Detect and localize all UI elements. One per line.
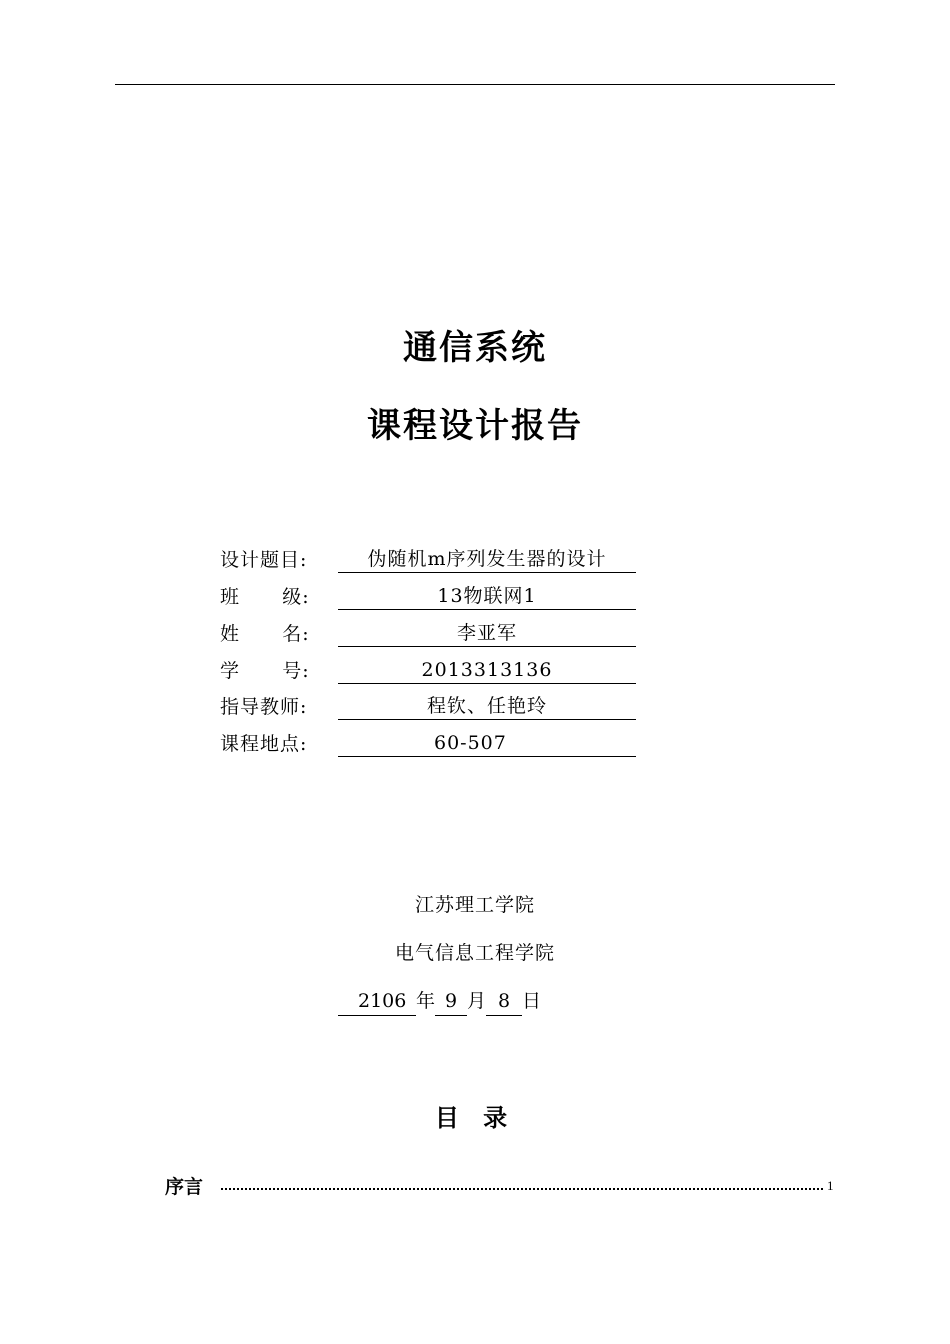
info-label-topic: 设计题目: — [220, 549, 308, 571]
report-title-line2: 课程设计报告 — [367, 406, 583, 446]
info-value-class: 13物联网1 — [338, 582, 636, 610]
toc-leader-dots — [221, 1188, 823, 1190]
info-label-name: 姓 名: — [220, 623, 310, 645]
info-label-class: 班 级: — [220, 586, 310, 608]
report-date — [338, 986, 541, 1016]
department-name: 电气信息工程学院 — [394, 942, 555, 964]
report-title-line1: 通信系统 — [403, 328, 547, 368]
toc-title: 目 录 — [434, 1104, 516, 1132]
date-month: 9 — [435, 988, 467, 1016]
date-year-unit: 年 — [416, 990, 436, 1012]
header-rule — [115, 84, 835, 85]
date-month-unit: 月 — [467, 990, 487, 1012]
info-value-student-id: 2013313136 — [338, 656, 636, 684]
date-day-unit: 日 — [522, 990, 542, 1012]
school-name: 江苏理工学院 — [414, 894, 535, 916]
info-label-student-id: 学 号: — [220, 660, 310, 682]
info-value-topic: 伪随机m序列发生器的设计 — [338, 545, 636, 573]
toc-entry[interactable] — [165, 1172, 835, 1200]
info-value-location: 60-507 — [338, 729, 636, 757]
info-value-name: 李亚军 — [338, 619, 636, 647]
toc-entry-label[interactable]: 序言 — [165, 1176, 204, 1198]
info-label-location: 课程地点: — [220, 733, 308, 755]
info-value-instructor: 程钦、任艳玲 — [338, 692, 636, 720]
toc-entry-page: 1 — [827, 1178, 834, 1193]
info-label-instructor: 指导教师: — [220, 696, 308, 718]
date-year: 2106 — [338, 988, 416, 1016]
date-day: 8 — [486, 988, 522, 1016]
